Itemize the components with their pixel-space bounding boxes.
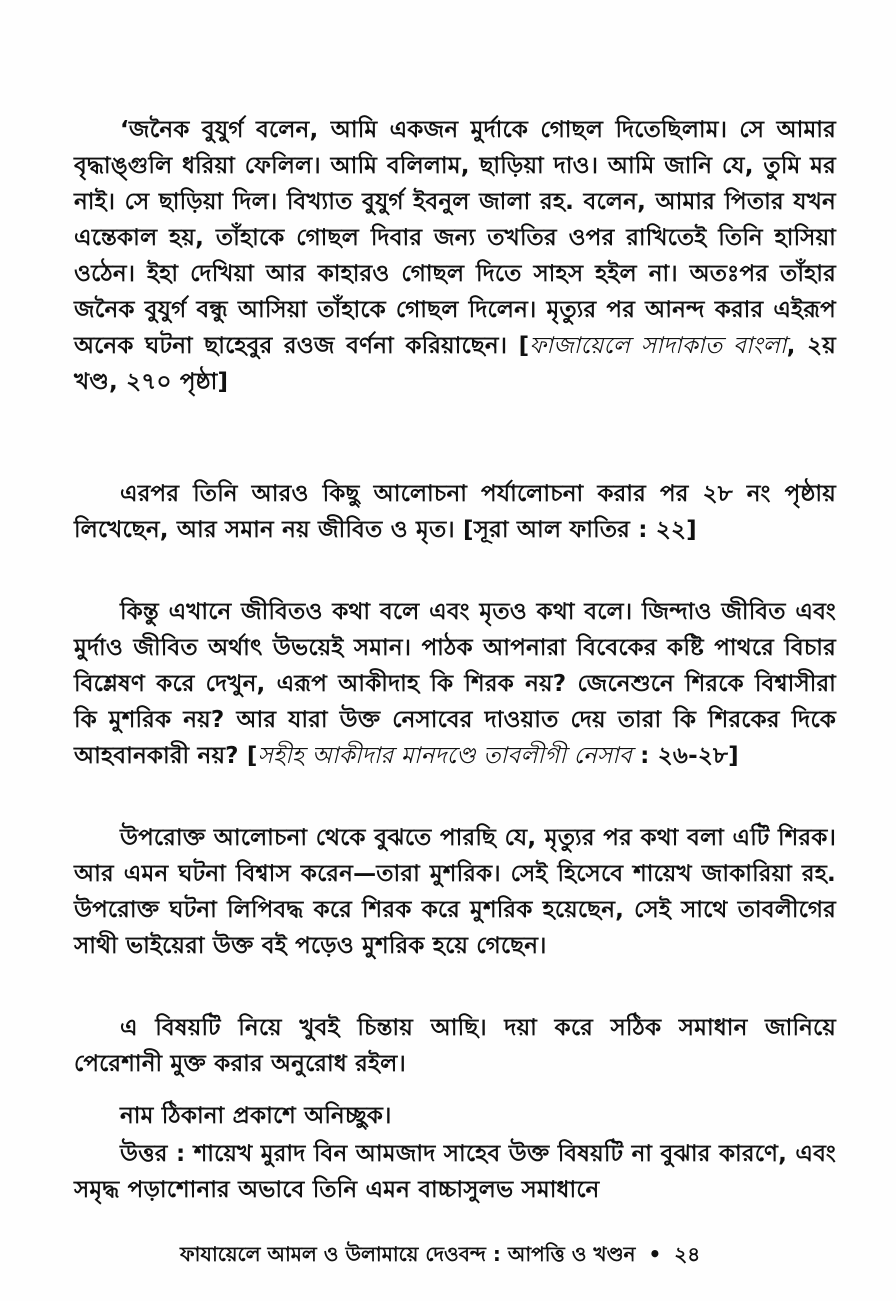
paragraph-quote-story (74, 112, 836, 400)
paragraph-anonymous (74, 1098, 836, 1134)
paragraph-argument (74, 594, 836, 774)
paragraph-text: উপরোক্ত আলোচনা থেকে বুঝতে পারছি যে, মৃত্যুর পর কথা বলা এটি শিরক। আর এমন ঘটনা বিশ্বাস করেন—তারা মুশরিক। সেই হিসেবে শায়েখ জাকারিয়া রহ. উপরোক্ত ঘটনা লিপিবদ্ধ করে শিরক করে মুশরিক হয়েছেন, সেই সাথে তাবলীগের সাথী ভাইয়েরা উক্ত বই পড়েও মুশরিক হয়ে গেছেন। (74, 825, 836, 959)
citation-title: ফাজায়েলে সাদাকাত বাংলা (529, 333, 787, 359)
paragraph-text: কিন্তু এখানে জীবিতও কথা বলে এবং মৃতও কথা বলে। জিন্দাও জীবিত এবং মুর্দাও জীবিত অর্থাৎ উভয়েই সমান। পাঠক আপনারা বিবেকের কষ্টি পাথরে বিচার বিশ্লেষণ করে দেখুন, এরূপ আকীদাহ কি শিরক নয়? জেনেশুনে শিরকে বিশ্বাসীরা কি মুশরিক নয়? আর যারা উক্ত নেসাবের দাওয়াত দেয় তারা কি শিরকের দিকে আহবানকারী নয়? [ (74, 599, 836, 769)
citation-title: সহীহ আকীদার মানদণ্ডে তাবলীগী নেসাব (257, 743, 632, 769)
paragraph-quran-reference (74, 476, 836, 548)
paragraph-text: এরপর তিনি আরও কিছু আলোচনা পর্যালোচনা করার পর ২৮ নং পৃষ্ঠায় লিখেছেন, আর সমান নয় জীবিত ও মৃত। [সূরা আল ফাতির : ২২] (74, 481, 836, 543)
page-number: ২৪ (674, 1242, 701, 1266)
paragraph-answer (74, 1136, 836, 1208)
citation-tail: : ২৬-২৮] (631, 743, 739, 769)
footer-book-title: ফাযায়েলে আমল ও উলামায়ে দেওবন্দ : আপত্তি ও খণ্ডন (180, 1242, 636, 1266)
paragraph-text: শায়েখ মুরাদ বিন আমজাদ সাহেব উক্ত বিষয়টি না বুঝার কারণে, এবং সমৃদ্ধ পড়াশোনার অভাবে তিনি এমন বাচ্চাসুলভ সমাধানে (74, 1141, 836, 1203)
page-footer (180, 1240, 860, 1268)
paragraph-text: এ বিষয়টি নিয়ে খুবই চিন্তায় আছি। দয়া করে সঠিক সমাধান জানিয়ে পেরেশানী মুক্ত করার অনুরোধ রইল। (74, 1015, 836, 1077)
paragraph-request (74, 1010, 836, 1082)
paragraph-conclusion (74, 820, 836, 964)
footer-bullet: • (648, 1242, 662, 1266)
answer-label: উত্তর : (120, 1141, 186, 1167)
paragraph-text: নাম ঠিকানা প্রকাশে অনিচ্ছুক। (120, 1103, 392, 1129)
citation-tail: , ২য় খণ্ড, ২৭০ পৃষ্ঠা] (74, 333, 836, 395)
paragraph-text: ‘জনৈক বুযুর্গ বলেন, আমি একজন মুর্দাকে গোছল দিতেছিলাম। সে আমার বৃদ্ধাঙ্গুলি ধরিয়া ফেলিল। আমি বলিলাম, ছাড়িয়া দাও। আমি জানি যে, তুমি মর নাই। সে ছাড়িয়া দিল। বিখ্যাত বুযুর্গ ইবনুল জালা রহ. বলেন, আমার পিতার যখন এন্তেকাল হয়, তাঁহাকে গোছল দিবার জন্য তখতির ওপর রাখিতেই তিনি হাসিয়া ওঠেন। ইহা দেখিয়া আর কাহারও গোছল দিতে সাহস হইল না। অতঃপর তাঁহার জনৈক বুযুর্গ বন্ধু আসিয়া তাঁহাকে গোছল দিলেন। মৃত্যুর পর আনন্দ করার এইরূপ অনেক ঘটনা ছাহেবুর রওজ বর্ণনা করিয়াছেন। [ (74, 117, 836, 359)
